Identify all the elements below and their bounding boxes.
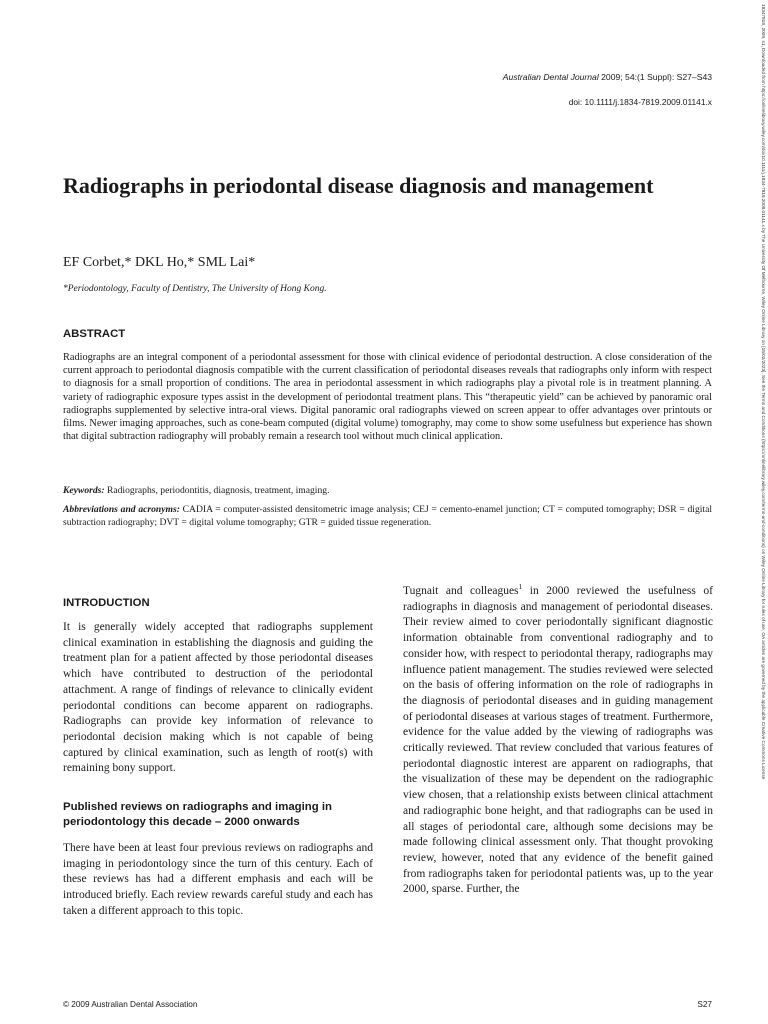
subsection-paragraph: There have been at least four previous reviews on radiographs and imaging in periodontology since the turn of this century. Each of these reviews has had a different emphasis and each will be introduced briefly. Each review rewards careful study and each has taken a different approach to this topic. [63, 842, 373, 917]
download-notice: 18347819, 2009, s1, Downloaded from https://onlinelibrary.wiley.com/doi/10.1111/j.1834-7819.2009.01141.x by The University Of Melbourne, Wiley Online Library on [15/02/2023]. See the Terms and Conditions (https://onlinelibrary.wiley.com/terms-and-conditions) on Wiley Online Library for rules of use; OA articles are governed by the applicable Creative Commons License [761, 4, 766, 780]
keywords-list: Radiographs, periodontitis, diagnosis, treatment, imaging. [104, 485, 330, 496]
copyright: © 2009 Australian Dental Association [63, 1000, 198, 1009]
journal-name: Australian Dental Journal [502, 72, 599, 82]
journal-reference [400, 72, 712, 82]
keywords [63, 485, 712, 498]
introduction-paragraph: It is generally widely accepted that radiographs supplement clinical examination in establishing the diagnosis and guiding the treatment plan for a patient affected by those periodontal diseases which have contributed to destruction of the periodontal attachment. A range of findings of relevance to clinically evident periodontal conditions can become apparent on radiographs. Radiographs can provide key information of relevance to periodontal decision making which is not capable of being captured by clinical examination, such as length of root(s) with remaining bony support. [63, 621, 373, 775]
doi[interactable]: doi: 10.1111/j.1834-7819.2009.01141.x [568, 97, 712, 107]
abstract-heading: ABSTRACT [63, 328, 126, 340]
left-column [63, 597, 373, 920]
right-column-intro: Tugnait and colleagues [403, 585, 519, 597]
abbreviations [63, 504, 712, 529]
citation-ref[interactable]: 1 [518, 582, 523, 592]
right-column-paragraph [403, 584, 713, 898]
authors: EF Corbet,* DKL Ho,* SML Lai* [63, 255, 256, 270]
right-column [403, 584, 713, 898]
abbreviations-label: Abbreviations and acronyms: [63, 504, 180, 515]
affiliation: *Periodontology, Faculty of Dentistry, The University of Hong Kong. [63, 284, 327, 294]
abstract-text: Radiographs are an integral component of a periodontal assessment for those with clinical evidence of periodontal destruction. A close consideration of the current approach to periodontal diagnosis compatible with the current classification of periodontal diseases reveals that radiographs only inform with respect to diagnosis for a small proportion of conditions. The area in periodontal assessment in which radiographs play a pivotal role is in treatment planning. A variety of radiographic exposure types assist in the development of periodontal treatment plans. This “therapeutic yield” can be achieved by panoramic oral radiographs supplemented by selective intra-oral views. Digital panoramic oral radiographs viewed on screen appear to offer advantages over printouts or films. Newer imaging approaches, such as cone-beam computed (digital volume) tomography, may come to show some usefulness but experience has shown that digital subtraction radiography will probably remain a research tool without much clinical application. [63, 352, 712, 443]
subsection-heading: Published reviews on radiographs and imaging in periodontology this decade – 2000 onwards [63, 801, 332, 828]
abbreviations-list: CADIA = computer-assisted densitometric image analysis; CEJ = cemento-enamel junction; CT = computed tomography; DSR = digital subtraction radiography; DVT = digital volume tomography; GTR = guided tissue regeneration. [63, 504, 713, 528]
journal-details: 2009; 54:(1 Suppl): S27–S43 [598, 72, 712, 82]
right-column-text: in 2000 reviewed the usefulness of radiographs in diagnosis and management of periodontal diseases. Their review aimed to cover periodontally significant diagnostic information obtainable from conventional radiography and to consider how, with respect to periodontal therapy, radiographs may influence patient management. The studies reviewed were selected on the basis of offering information on the role of radiographs in the diagnosis of periodontal diseases and in guiding management of periodontal diseases at various stages of treatment. Furthermore, evidence for the value added by the viewing of radiographs was critically reviewed. That review concluded that various features of periodontal diagnostic interest are apparent on radiographs, that the visualization of these may be dependent on the radiographic view chosen, that a relationship exists between clinical attachment and radiographic bone height, and that radiographs can be used in all stages of periodontal care, although some decisions may be made following clinical assessment only. That thought provoking review, however, noted that any evidence of the benefit gained from radiographs taken for periodontal patients was, up to the year 2000, sparse. Further, the [403, 585, 713, 896]
article-title: Radiographs in periodontal disease diagnosis and management [63, 173, 654, 198]
keywords-label: Keywords: [63, 485, 105, 496]
introduction-heading: INTRODUCTION [63, 597, 150, 609]
page-number: S27 [697, 1000, 712, 1009]
